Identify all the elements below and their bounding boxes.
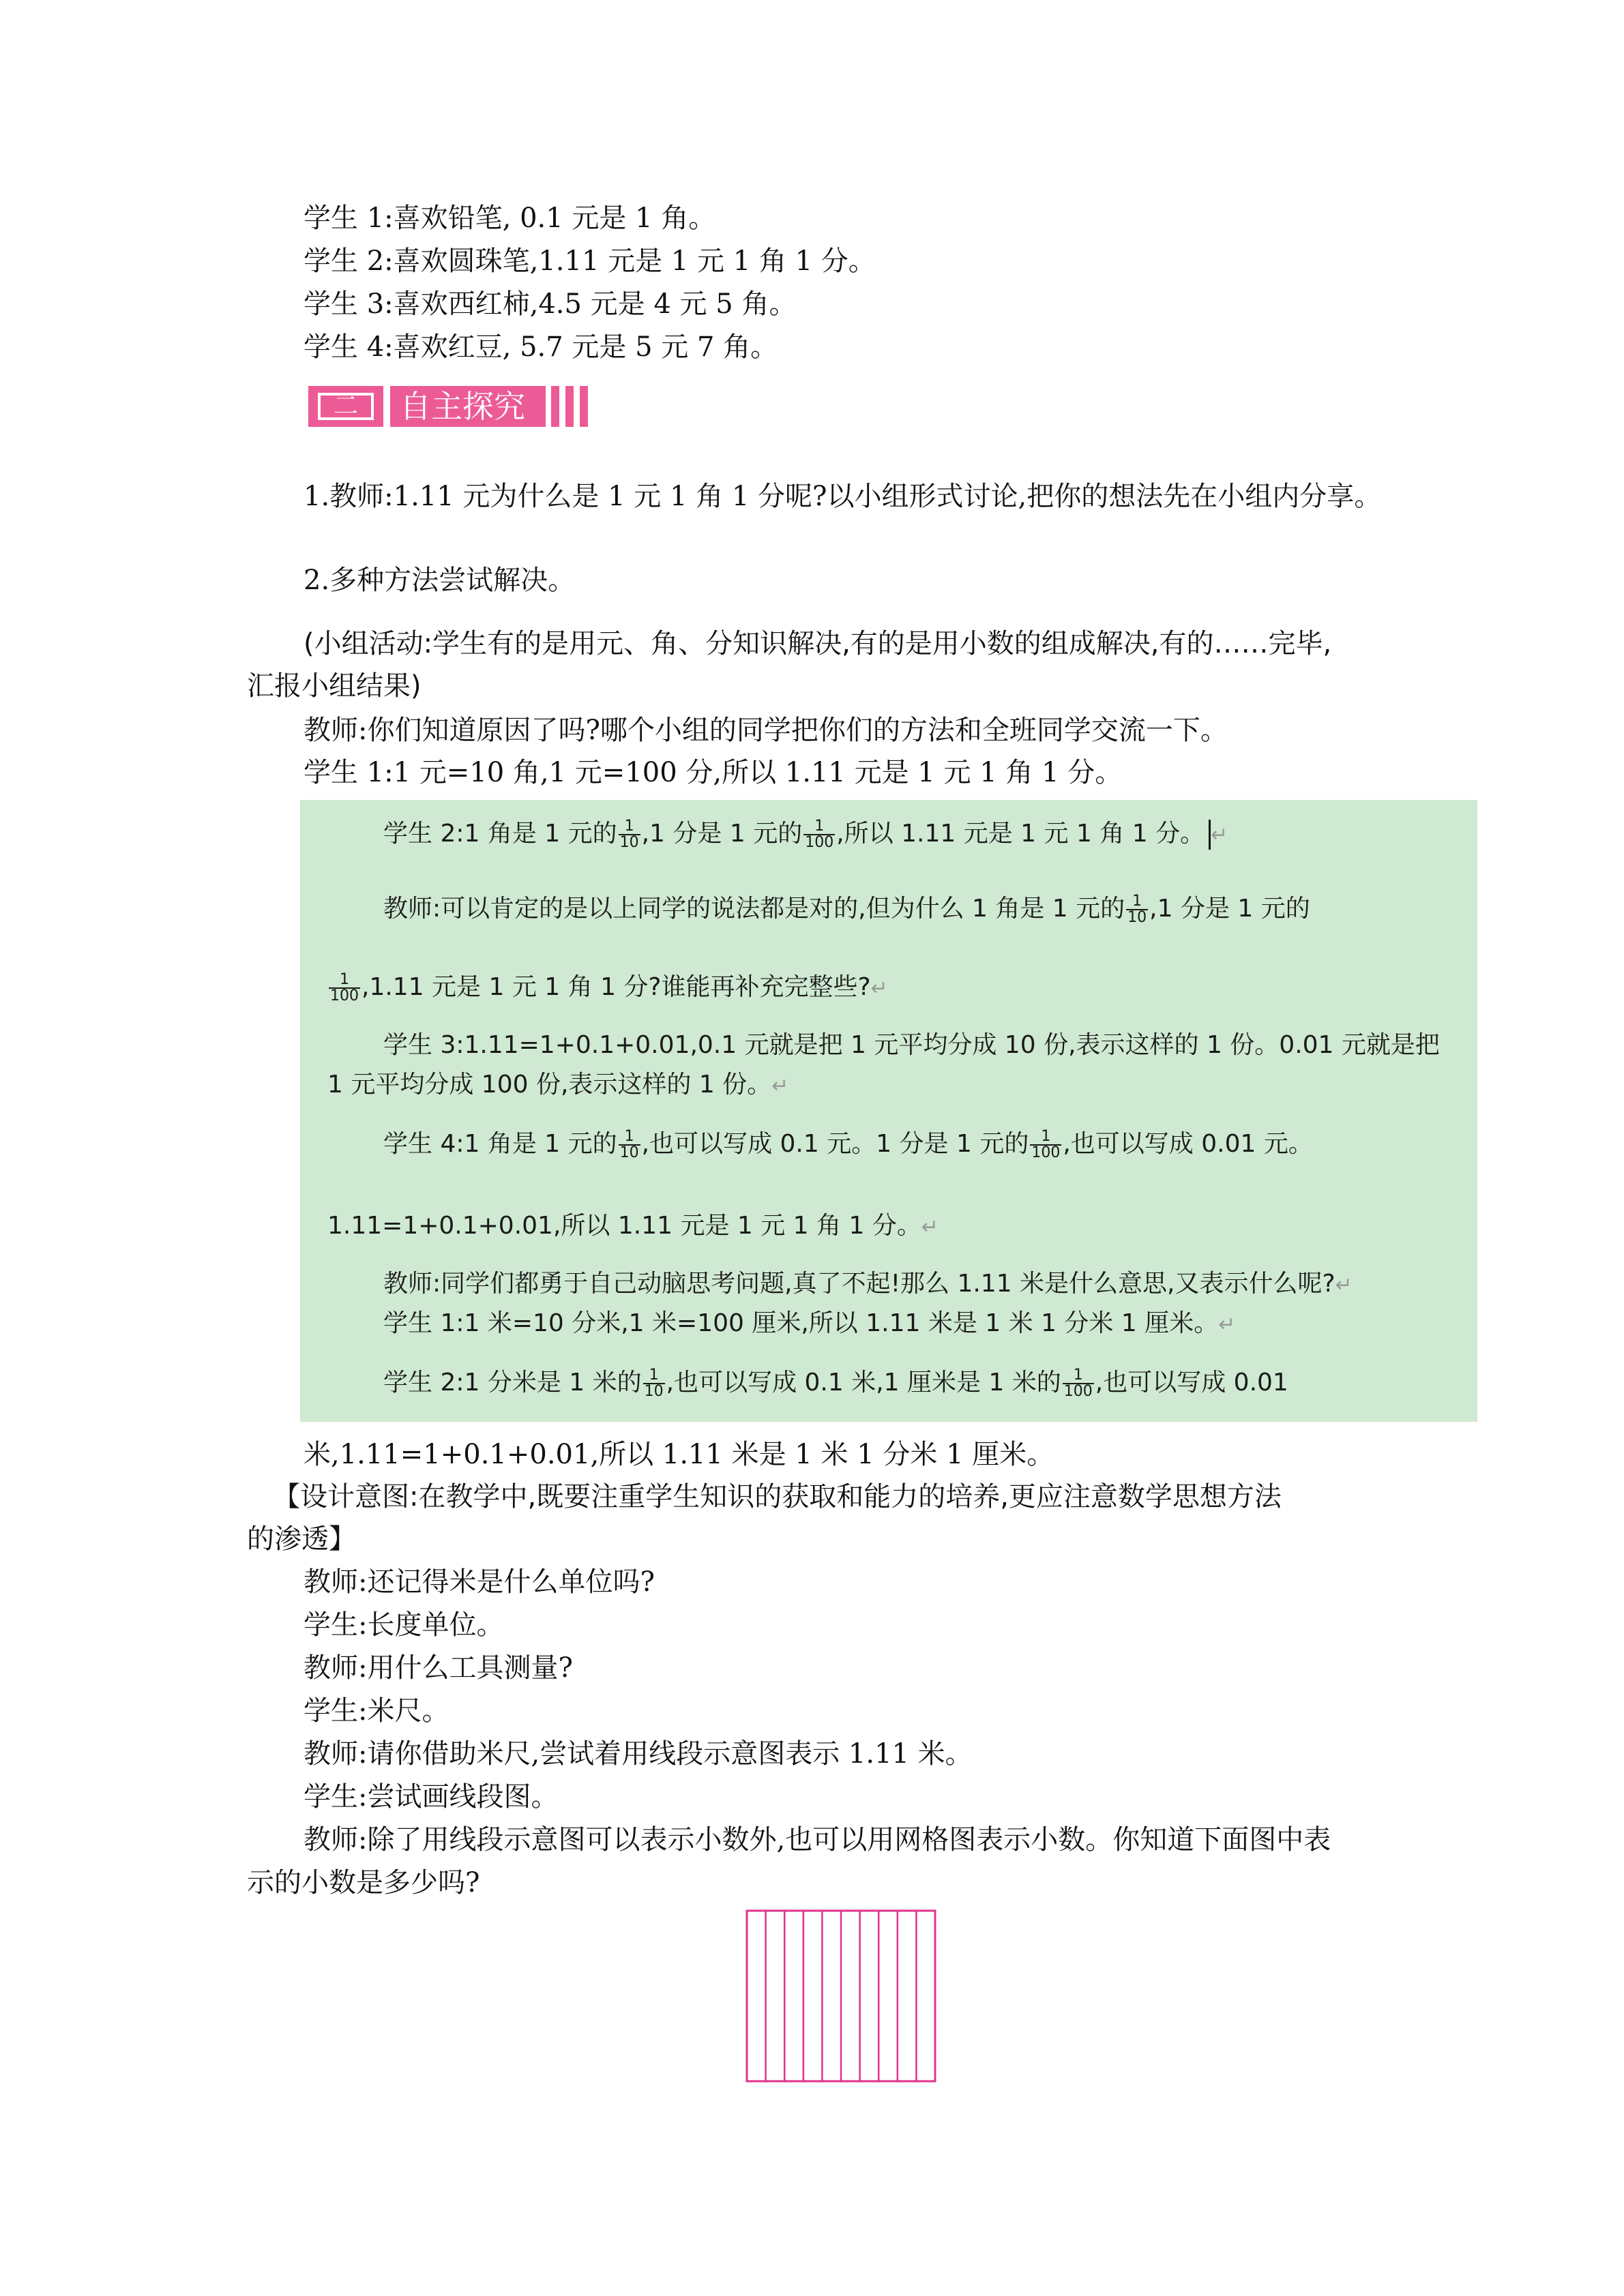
discussion-line-7: 1.11=1+0.1+0.01,所以 1.11 元是 1 元 1 角 1 分。↵	[327, 1212, 939, 1240]
dialogue-line-2: 学生:长度单位。	[304, 1609, 504, 1641]
step-2: 2.多种方法尝试解决。	[304, 565, 576, 596]
fraction-1-100: $\frac{1}{100}$	[805, 818, 834, 851]
section-number: 二	[318, 393, 374, 420]
grid-lines	[747, 1911, 935, 2081]
discussion-line-4: 学生 3:1.11=1+0.1+0.01,0.1 元就是把 1 元平均分成 10 份,表示这样的 1 份。0.01 元就是把	[383, 1031, 1440, 1059]
step-1: 1.教师:1.11 元为什么是 1 元 1 角 1 分呢?以小组形式讨论,把你的想法先在小组内分享。	[304, 481, 1382, 512]
design-intent-line-2: 的渗透】	[247, 1523, 356, 1555]
intro-line-2: 学生 2:喜欢圆珠笔,1.11 元是 1 元 1 角 1 分。	[304, 245, 876, 277]
discussion-line-9: 学生 1:1 米=10 分米,1 米=100 厘米,所以 1.11 米是 1 米 1 分米 1 厘米。↵	[383, 1309, 1236, 1337]
section-header	[308, 384, 588, 429]
after-discussion-line: 米,1.11=1+0.1+0.01,所以 1.11 米是 1 米 1 分米 1 厘米。	[304, 1439, 1054, 1470]
fraction-1-10: $\frac{1}{10}$	[619, 818, 639, 851]
fraction-1-10: $\frac{1}{10}$	[1127, 893, 1147, 926]
activity-line-2: 汇报小组结果)	[247, 670, 422, 702]
activity-line-1: (小组活动:学生有的是用元、角、分知识解决,有的是用小数的组成解决,有的……完毕,	[304, 628, 1332, 659]
fraction-1-10: $\frac{1}{10}$	[644, 1367, 664, 1400]
student-1-answer: 学生 1:1 元=10 角,1 元=100 分,所以 1.11 元是 1 元 1 角 1 分。	[304, 757, 1123, 788]
fraction-1-100: $\frac{1}{100}$	[1063, 1367, 1093, 1400]
teacher-question-1: 教师:你们知道原因了吗?哪个小组的同学把你们的方法和全班同学交流一下。	[304, 715, 1228, 746]
dialogue-line-5: 教师:请你借助米尺,尝试着用线段示意图表示 1.11 米。	[304, 1738, 973, 1770]
intro-line-4: 学生 4:喜欢红豆, 5.7 元是 5 元 7 角。	[304, 331, 778, 363]
intro-line-1: 学生 1:喜欢铅笔, 0.1 元是 1 角。	[304, 203, 716, 234]
discussion-line-10: 学生 2:1 分米是 1 米的 $\frac{1}{10}$ ,也可以写成 0.1 米,1 厘米是 1 米的 $\frac{1}{100}$ ,也可以写成 0.01	[383, 1367, 1288, 1400]
section-number-badge	[308, 386, 383, 427]
discussion-line-8: 教师:同学们都勇于自己动脑思考问题,真了不起!那么 1.11 米是什么意思,又表示什么呢?↵	[383, 1270, 1353, 1298]
final-question-line-2: 示的小数是多少吗?	[247, 1867, 480, 1898]
fraction-1-10: $\frac{1}{10}$	[619, 1128, 639, 1161]
intro-line-3: 学生 3:喜欢西红柿,4.5 元是 4 元 5 角。	[304, 288, 797, 320]
design-intent-line-1: 【设计意图:在教学中,既要注重学生知识的获取和能力的培养,更应注意数学思想方法	[273, 1481, 1282, 1512]
fraction-1-100: $\frac{1}{100}$	[330, 971, 359, 1004]
discussion-line-2: 教师:可以肯定的是以上同学的说法都是对的,但为什么 1 角是 1 元的 $\frac{1}{10}$ ,1 分是 1 元的	[383, 893, 1310, 926]
discussion-line-5: 1 元平均分成 100 份,表示这样的 1 份。↵	[327, 1071, 789, 1099]
dialogue-line-3: 教师:用什么工具测量?	[304, 1652, 573, 1684]
discussion-line-3: $\frac{1}{100}$ ,1.11 元是 1 元 1 角 1 分?谁能再补充完整些?↵	[330, 971, 888, 1004]
discussion-box	[300, 800, 1477, 1422]
dialogue-line-4: 学生:米尺。	[304, 1695, 449, 1727]
fraction-1-100: $\frac{1}{100}$	[1031, 1128, 1061, 1161]
discussion-line-1: 学生 2:1 角是 1 元的 $\frac{1}{10}$ ,1 分是 1 元的 $\frac{1}{100}$ ,所以 1.11 元是 1 元 1 角 1 分。 ↵	[383, 818, 1228, 851]
section-title: 自主探究	[390, 386, 546, 427]
discussion-line-6: 学生 4:1 角是 1 元的 $\frac{1}{10}$ ,也可以写成 0.1 元。1 分是 1 元的 $\frac{1}{100}$ ,也可以写成 0.01 元。	[383, 1128, 1313, 1161]
dialogue-line-1: 教师:还记得米是什么单位吗?	[304, 1566, 655, 1598]
decimal-grid-figure	[745, 1909, 936, 2083]
dialogue-line-6: 学生:尝试画线段图。	[304, 1781, 559, 1813]
final-question-line-1: 教师:除了用线段示意图可以表示小数外,也可以用网格图表示小数。你知道下面图中表	[304, 1824, 1331, 1855]
section-decor-bars	[551, 386, 588, 427]
